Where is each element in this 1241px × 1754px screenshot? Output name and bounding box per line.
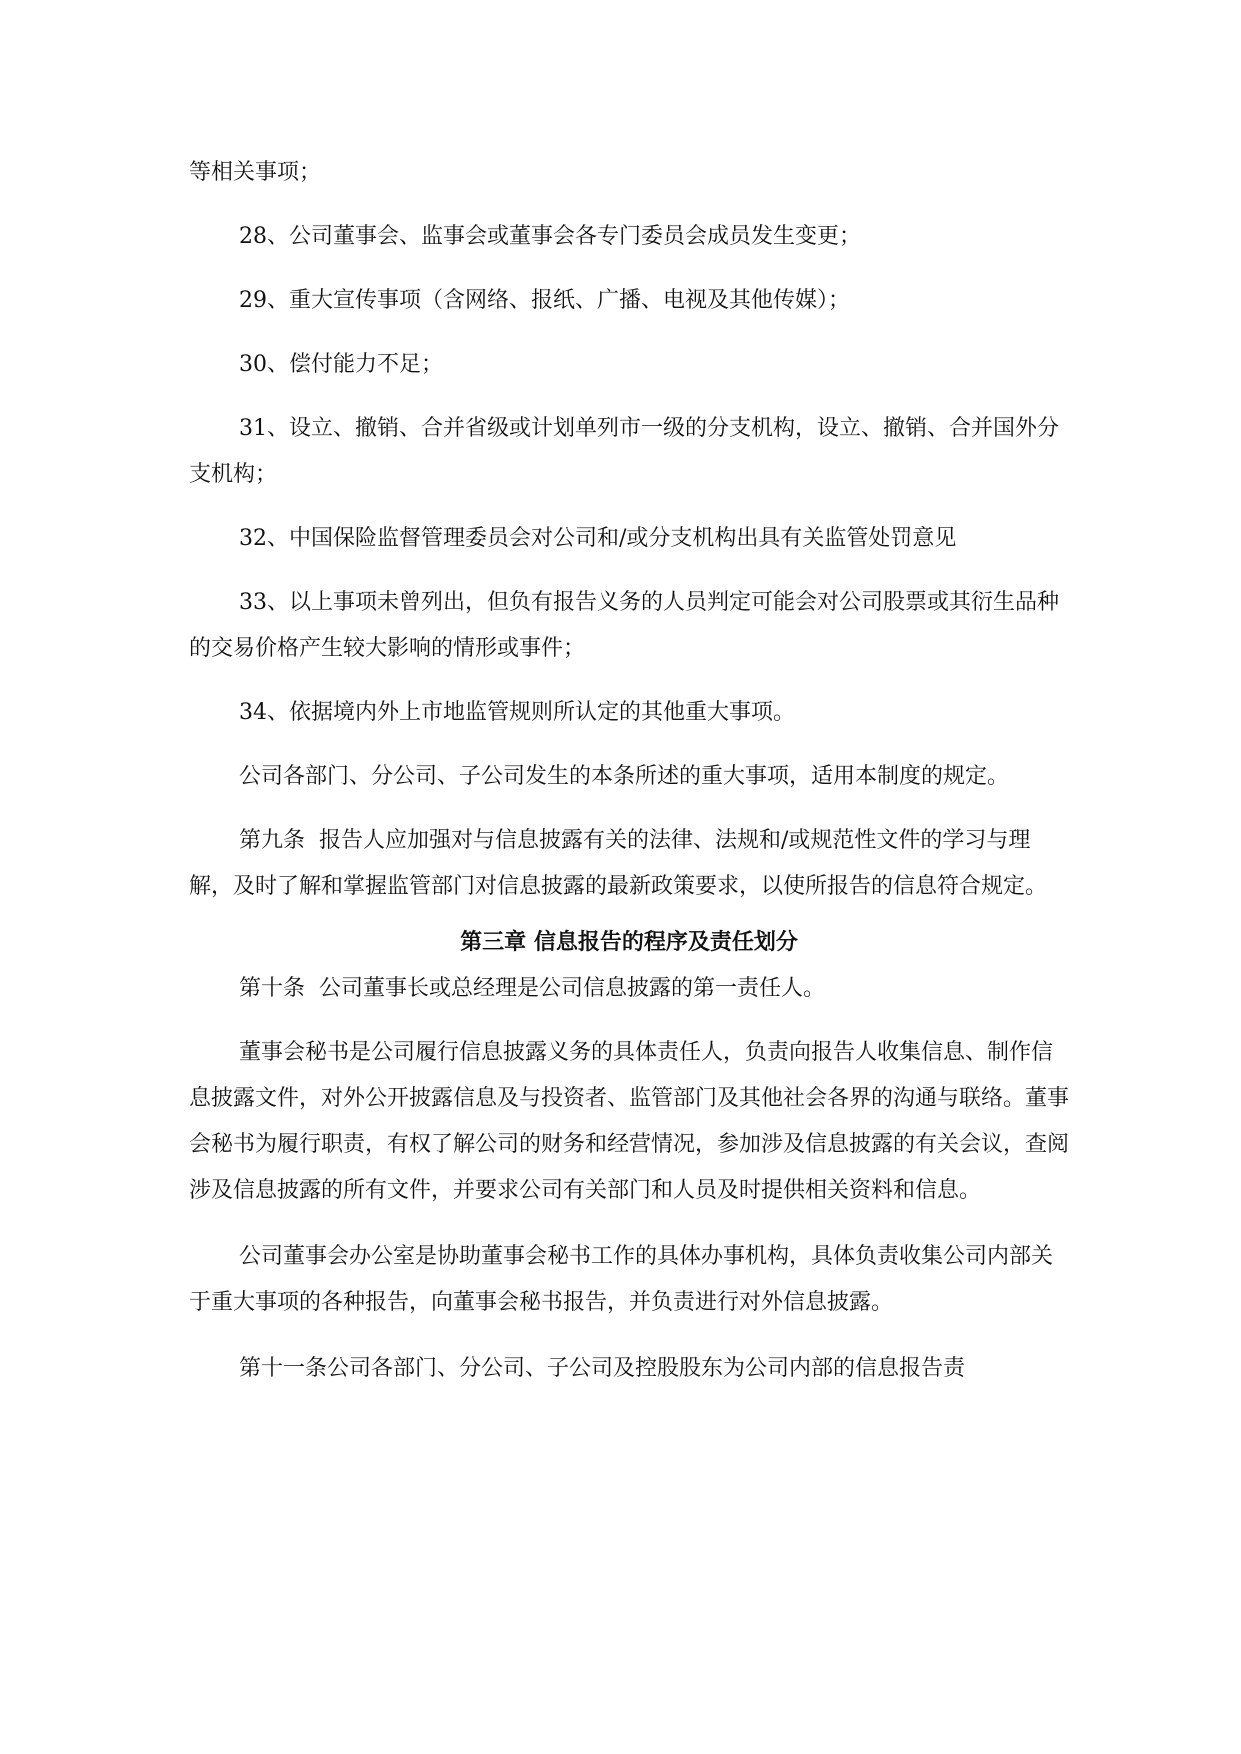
list-item-34: 34、依据境内外上市地监管规则所认定的其他重大事项。 (239, 700, 795, 725)
paragraph-continuation: 等相关事项； (189, 160, 322, 185)
article-11: 第十一条公司各部门、分公司、子公司及控股股东为公司内部的信息报告责 (239, 1356, 966, 1381)
paragraph-board-office: 公司董事会办公室是协助董事会秘书工作的具体办事机构，具体负责收集公司内部关于重大事项的各种报告，向董事会秘书报告，并负责进行对外信息披露。 (189, 1244, 1054, 1315)
document-body (189, 150, 1069, 1392)
list-item-32: 32、中国保险监督管理委员会对公司和/或分支机构出具有关监管处罚意见 (239, 526, 957, 551)
article-9: 第九条 报告人应加强对与信息披露有关的法律、法规和/或规范性文件的学习与理解，及时了解和掌握监管部门对信息披露的最新政策要求，以使所报告的信息符合规定。 (189, 828, 1048, 899)
paragraph-applicability: 公司各部门、分公司、子公司发生的本条所述的重大事项，适用本制度的规定。 (239, 764, 1010, 789)
list-item-29: 29、重大宣传事项（含网络、报纸、广播、电视及其他传媒）； (239, 288, 850, 313)
list-item-31: 31、设立、撤销、合并省级或计划单列市一级的分支机构，设立、撤销、合并国外分支机构； (189, 416, 1059, 487)
list-item-28: 28、公司董事会、监事会或董事会各专门委员会成员发生变更； (239, 224, 861, 249)
chapter-heading: 第三章 信息报告的程序及责任划分 (460, 930, 798, 955)
list-item-30: 30、偿付能力不足； (239, 352, 443, 377)
list-item-33: 33、以上事项未曾列出，但负有报告义务的人员判定可能会对公司股票或其衍生品种的交易价格产生较大影响的情形或事件； (189, 590, 1059, 661)
paragraph-board-secretary: 董事会秘书是公司履行信息披露义务的具体责任人，负责向报告人收集信息、制作信息披露文件，对外公开披露信息及与投资者、监管部门及其他社会各界的沟通与联络。董事会秘书为履行职责，有权了解公司的财务和经营情况，参加涉及信息披露的有关会议，查阅涉及信息披露的所有文件，并要求公司有关部门和人员及时提供相关资料和信息。 (189, 1040, 1070, 1203)
article-10: 第十条 公司董事长或总经理是公司信息披露的第一责任人。 (239, 976, 825, 1001)
